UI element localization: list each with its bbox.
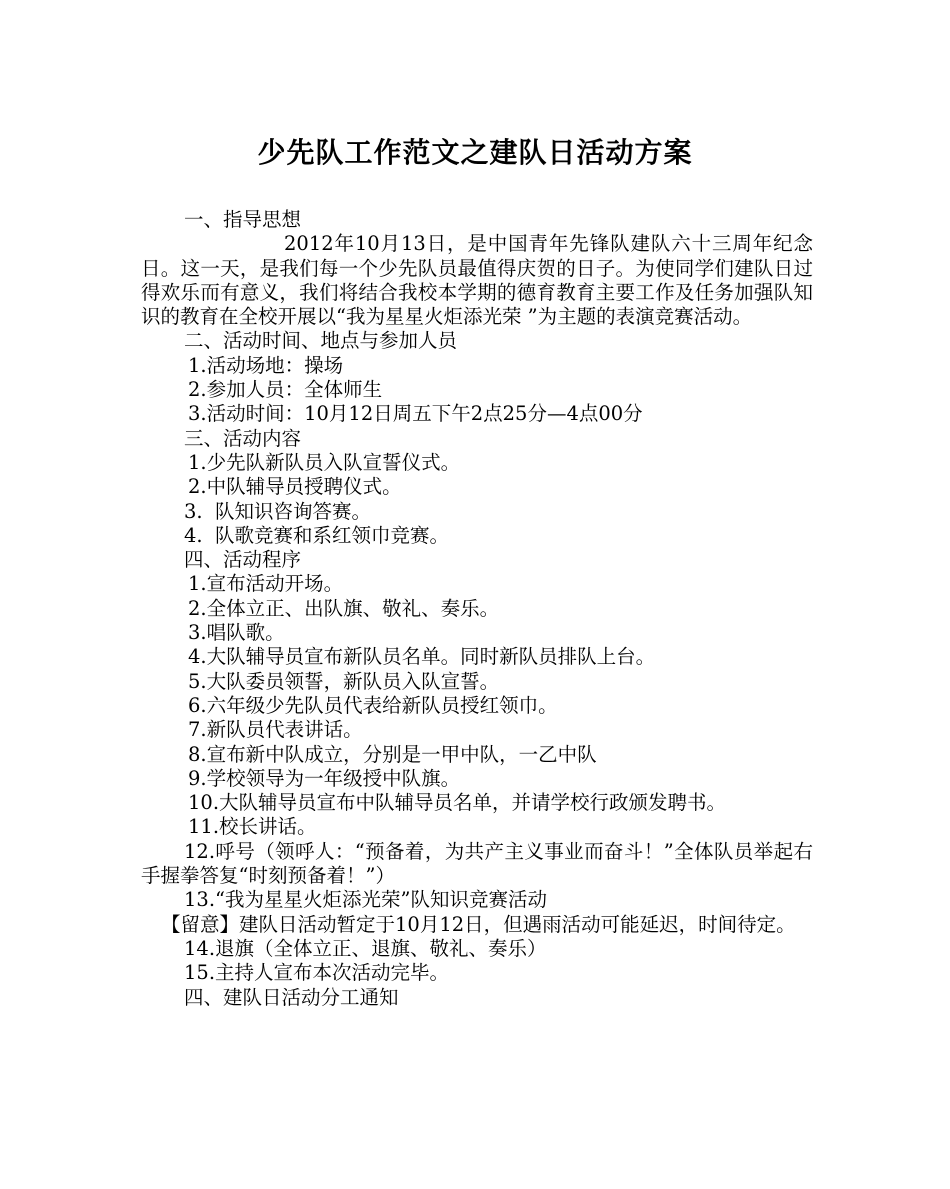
paragraph-guiding-ideology: 2012年10月13日，是中国青年先锋队建队六十三周年纪念日。这一天，是我们每一个少先队员最值得庆贺的日子。为使同学们建队日过得欢乐而有意义，我们将结合我校本学期的德育教育主要工作及任务加强队知识的教育在全校开展以“我为星星火炬添光荣 ”为主题的表演竞赛活动。 (141, 232, 813, 329)
list-item-call-response: 12.呼号（领呼人：“预备着，为共产主义事业而奋斗！”全体队员举起右手握拳答复“时刻预备着！”） (141, 839, 813, 888)
list-item: 4.大队辅导员宣布新队员名单。同时新队员排队上台。 (188, 645, 656, 669)
list-item: 2.参加人员：全体师生 (188, 378, 383, 402)
list-item: 8.宣布新中队成立，分别是一甲中队，一乙中队 (188, 742, 597, 766)
list-item-flag-retreat: 14.退旗（全体立正、退旗、敬礼、奏乐） (184, 936, 547, 960)
document-title: 少先队工作范文之建队日活动方案 (257, 136, 693, 169)
list-item: 2.全体立正、出队旗、敬礼、奏乐。 (188, 596, 500, 620)
list-item: 1.少先队新队员入队宣誓仪式。 (188, 450, 461, 474)
note-paragraph: 【留意】建队日活动暂定于10月12日，但遇雨活动可能延迟，时间待定。 (161, 912, 796, 936)
list-item: 2.中队辅导员授聘仪式。 (188, 475, 402, 499)
list-item: 7.新队员代表讲话。 (188, 718, 363, 742)
section-heading-guiding-ideology: 一、指导思想 (184, 208, 302, 231)
list-item: 5.大队委员领誓，新队员入队宣誓。 (188, 669, 500, 693)
list-item: 3.活动时间：10月12日周五下午2点25分—4点00分 (188, 402, 643, 426)
list-item: 11.校长讲话。 (188, 815, 317, 839)
section-heading-procedure: 四、活动程序 (184, 548, 302, 572)
section-heading-division-of-labor: 四、建队日活动分工通知 (184, 985, 399, 1009)
list-item-quiz: 13.“我为星星火炬添光荣”队知识竞赛活动 (184, 888, 547, 912)
list-item: 1.宣布活动开场。 (188, 572, 344, 596)
section-heading-content: 三、活动内容 (184, 426, 302, 450)
list-item: 10.大队辅导员宣布中队辅导员名单，并请学校行政颁发聘书。 (188, 791, 727, 815)
list-item: 3. 队知识咨询答赛。 (184, 499, 372, 523)
list-item: 6.六年级少先队员代表给新队员授红领巾。 (188, 693, 558, 717)
list-item: 9.学校领导为一年级授中队旗。 (188, 766, 461, 790)
list-item: 1.活动场地：操场 (188, 353, 344, 377)
list-item: 4. 队歌竞赛和系红领巾竞赛。 (184, 523, 450, 547)
document-body (141, 208, 813, 1010)
list-item-closing: 15.主持人宣布本次活动完毕。 (184, 961, 450, 985)
list-item: 3.唱队歌。 (188, 621, 285, 645)
section-heading-time-place: 二、活动时间、地点与参加人员 (184, 329, 458, 353)
